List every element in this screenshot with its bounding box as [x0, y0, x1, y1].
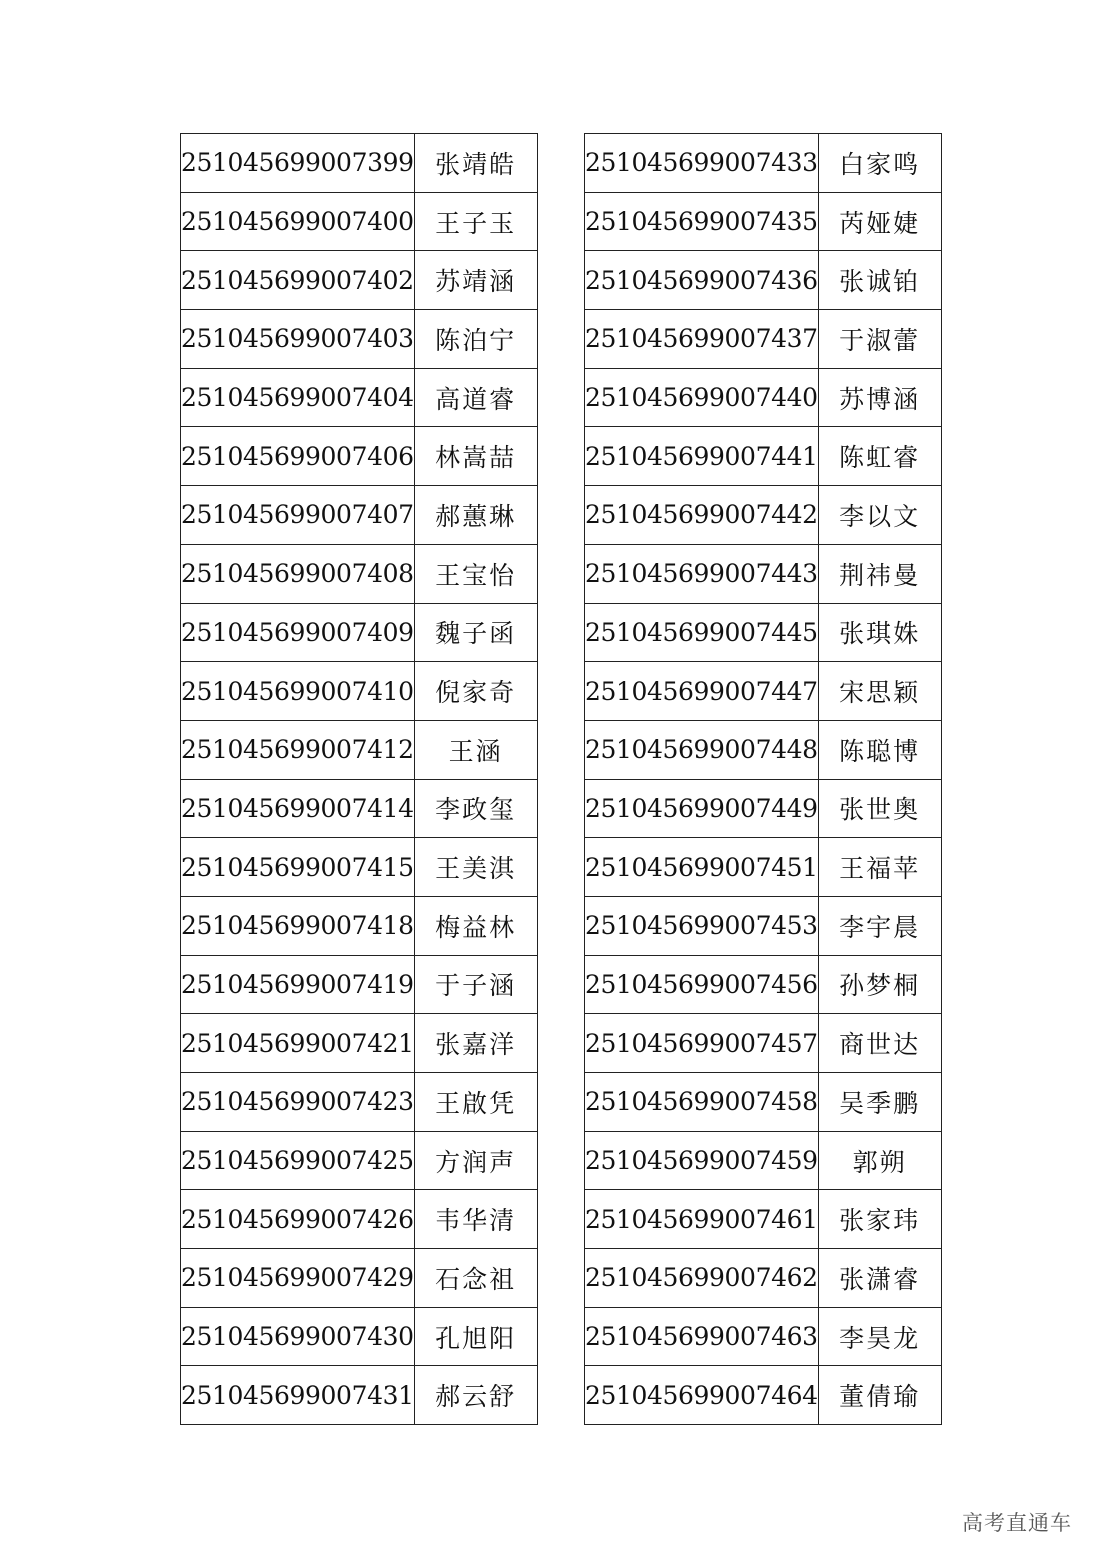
- roster-table-body: [181, 134, 538, 1425]
- candidate-name-cell: 王宝怡: [414, 544, 537, 603]
- candidate-id-cell: 251045699007440: [585, 368, 819, 427]
- candidate-name-cell: 林嵩喆: [414, 427, 537, 486]
- candidate-name-cell: 芮娅婕: [818, 192, 941, 251]
- candidate-id-cell: 251045699007435: [585, 192, 819, 251]
- candidate-name-cell: 陈虹睿: [818, 427, 941, 486]
- candidate-name-cell: 郭朔: [818, 1131, 941, 1190]
- candidate-name-cell: 苏博涵: [818, 368, 941, 427]
- candidate-name-cell: 张琪姝: [818, 603, 941, 662]
- table-row: [585, 310, 942, 369]
- table-row: [585, 192, 942, 251]
- candidate-name-cell: 孔旭阳: [414, 1307, 537, 1366]
- candidate-name-cell: 苏靖涵: [414, 251, 537, 310]
- table-row: [585, 896, 942, 955]
- candidate-id-cell: 251045699007431: [181, 1366, 415, 1425]
- table-row: [585, 1190, 942, 1249]
- table-row: [181, 486, 538, 545]
- candidate-name-cell: 梅益林: [414, 896, 537, 955]
- candidate-id-cell: 251045699007426: [181, 1190, 415, 1249]
- table-row: [181, 1014, 538, 1073]
- candidate-name-cell: 魏子函: [414, 603, 537, 662]
- table-row: [181, 192, 538, 251]
- candidate-name-cell: 张诚铂: [818, 251, 941, 310]
- table-row: [181, 1190, 538, 1249]
- roster-table-right: [584, 133, 942, 1425]
- candidate-id-cell: 251045699007445: [585, 603, 819, 662]
- candidate-name-cell: 王涵: [414, 720, 537, 779]
- table-row: [181, 1073, 538, 1132]
- table-row: [585, 1366, 942, 1425]
- roster-table-left: [180, 133, 538, 1425]
- candidate-id-cell: 251045699007437: [585, 310, 819, 369]
- table-row: [585, 251, 942, 310]
- candidate-id-cell: 251045699007399: [181, 134, 415, 193]
- table-row: [585, 1249, 942, 1308]
- table-row: [585, 544, 942, 603]
- candidate-id-cell: 251045699007415: [181, 838, 415, 897]
- table-row: [585, 486, 942, 545]
- candidate-id-cell: 251045699007406: [181, 427, 415, 486]
- table-row: [585, 1014, 942, 1073]
- table-row: [585, 134, 942, 193]
- candidate-id-cell: 251045699007447: [585, 662, 819, 721]
- candidate-name-cell: 董倩瑜: [818, 1366, 941, 1425]
- candidate-name-cell: 倪家奇: [414, 662, 537, 721]
- candidate-name-cell: 李宇晨: [818, 896, 941, 955]
- candidate-id-cell: 251045699007412: [181, 720, 415, 779]
- candidate-id-cell: 251045699007404: [181, 368, 415, 427]
- table-row: [181, 544, 538, 603]
- candidate-id-cell: 251045699007443: [585, 544, 819, 603]
- candidate-name-cell: 李以文: [818, 486, 941, 545]
- candidate-id-cell: 251045699007414: [181, 779, 415, 838]
- candidate-id-cell: 251045699007442: [585, 486, 819, 545]
- candidate-id-cell: 251045699007418: [181, 896, 415, 955]
- candidate-name-cell: 张嘉洋: [414, 1014, 537, 1073]
- candidate-name-cell: 宋思颖: [818, 662, 941, 721]
- candidate-id-cell: 251045699007425: [181, 1131, 415, 1190]
- candidate-name-cell: 方润声: [414, 1131, 537, 1190]
- candidate-name-cell: 孙梦桐: [818, 955, 941, 1014]
- table-row: [585, 1131, 942, 1190]
- watermark-text: 高考直通车: [962, 1511, 1072, 1535]
- candidate-id-cell: 251045699007430: [181, 1307, 415, 1366]
- table-row: [181, 603, 538, 662]
- candidate-name-cell: 荆祎曼: [818, 544, 941, 603]
- table-row: [585, 779, 942, 838]
- table-row: [585, 1073, 942, 1132]
- candidate-name-cell: 张潇睿: [818, 1249, 941, 1308]
- candidate-id-cell: 251045699007451: [585, 838, 819, 897]
- candidate-name-cell: 李政玺: [414, 779, 537, 838]
- candidate-id-cell: 251045699007459: [585, 1131, 819, 1190]
- candidate-id-cell: 251045699007421: [181, 1014, 415, 1073]
- table-row: [585, 603, 942, 662]
- candidate-id-cell: 251045699007410: [181, 662, 415, 721]
- table-row: [585, 368, 942, 427]
- table-row: [181, 955, 538, 1014]
- table-row: [181, 368, 538, 427]
- table-row: [585, 720, 942, 779]
- table-row: [181, 427, 538, 486]
- candidate-id-cell: 251045699007407: [181, 486, 415, 545]
- table-row: [585, 955, 942, 1014]
- candidate-id-cell: 251045699007423: [181, 1073, 415, 1132]
- candidate-id-cell: 251045699007464: [585, 1366, 819, 1425]
- candidate-name-cell: 韦华清: [414, 1190, 537, 1249]
- candidate-id-cell: 251045699007453: [585, 896, 819, 955]
- table-row: [585, 1307, 942, 1366]
- candidate-id-cell: 251045699007462: [585, 1249, 819, 1308]
- table-row: [181, 310, 538, 369]
- candidate-name-cell: 郝蕙琳: [414, 486, 537, 545]
- candidate-id-cell: 251045699007429: [181, 1249, 415, 1308]
- candidate-name-cell: 王美淇: [414, 838, 537, 897]
- table-row: [585, 838, 942, 897]
- candidate-id-cell: 251045699007402: [181, 251, 415, 310]
- table-row: [181, 662, 538, 721]
- table-row: [181, 779, 538, 838]
- candidate-id-cell: 251045699007457: [585, 1014, 819, 1073]
- candidate-name-cell: 于淑蕾: [818, 310, 941, 369]
- candidate-id-cell: 251045699007419: [181, 955, 415, 1014]
- candidate-name-cell: 张家玮: [818, 1190, 941, 1249]
- candidate-name-cell: 陈泊宁: [414, 310, 537, 369]
- candidate-id-cell: 251045699007456: [585, 955, 819, 1014]
- roster-table-body: [585, 134, 942, 1425]
- table-row: [181, 1249, 538, 1308]
- table-row: [181, 896, 538, 955]
- candidate-name-cell: 石念祖: [414, 1249, 537, 1308]
- candidate-id-cell: 251045699007448: [585, 720, 819, 779]
- table-row: [585, 427, 942, 486]
- candidate-name-cell: 吴季鹏: [818, 1073, 941, 1132]
- table-row: [181, 1307, 538, 1366]
- candidate-id-cell: 251045699007400: [181, 192, 415, 251]
- table-row: [181, 134, 538, 193]
- candidate-name-cell: 白家鸣: [818, 134, 941, 193]
- candidate-id-cell: 251045699007461: [585, 1190, 819, 1249]
- candidate-id-cell: 251045699007409: [181, 603, 415, 662]
- candidate-name-cell: 商世达: [818, 1014, 941, 1073]
- candidate-name-cell: 李昊龙: [818, 1307, 941, 1366]
- candidate-id-cell: 251045699007458: [585, 1073, 819, 1132]
- candidate-id-cell: 251045699007433: [585, 134, 819, 193]
- table-row: [181, 1131, 538, 1190]
- candidate-name-cell: 高道睿: [414, 368, 537, 427]
- table-row: [181, 838, 538, 897]
- candidate-name-cell: 郝云舒: [414, 1366, 537, 1425]
- candidate-name-cell: 王福苹: [818, 838, 941, 897]
- candidate-id-cell: 251045699007441: [585, 427, 819, 486]
- candidate-id-cell: 251045699007408: [181, 544, 415, 603]
- candidate-name-cell: 王子玉: [414, 192, 537, 251]
- candidate-name-cell: 于子涵: [414, 955, 537, 1014]
- candidate-name-cell: 张世奥: [818, 779, 941, 838]
- candidate-name-cell: 张靖皓: [414, 134, 537, 193]
- table-row: [181, 1366, 538, 1425]
- table-row: [181, 251, 538, 310]
- table-row: [585, 662, 942, 721]
- table-row: [181, 720, 538, 779]
- candidate-name-cell: 陈聪博: [818, 720, 941, 779]
- candidate-id-cell: 251045699007436: [585, 251, 819, 310]
- candidate-id-cell: 251045699007403: [181, 310, 415, 369]
- candidate-name-cell: 王啟凭: [414, 1073, 537, 1132]
- candidate-id-cell: 251045699007449: [585, 779, 819, 838]
- candidate-id-cell: 251045699007463: [585, 1307, 819, 1366]
